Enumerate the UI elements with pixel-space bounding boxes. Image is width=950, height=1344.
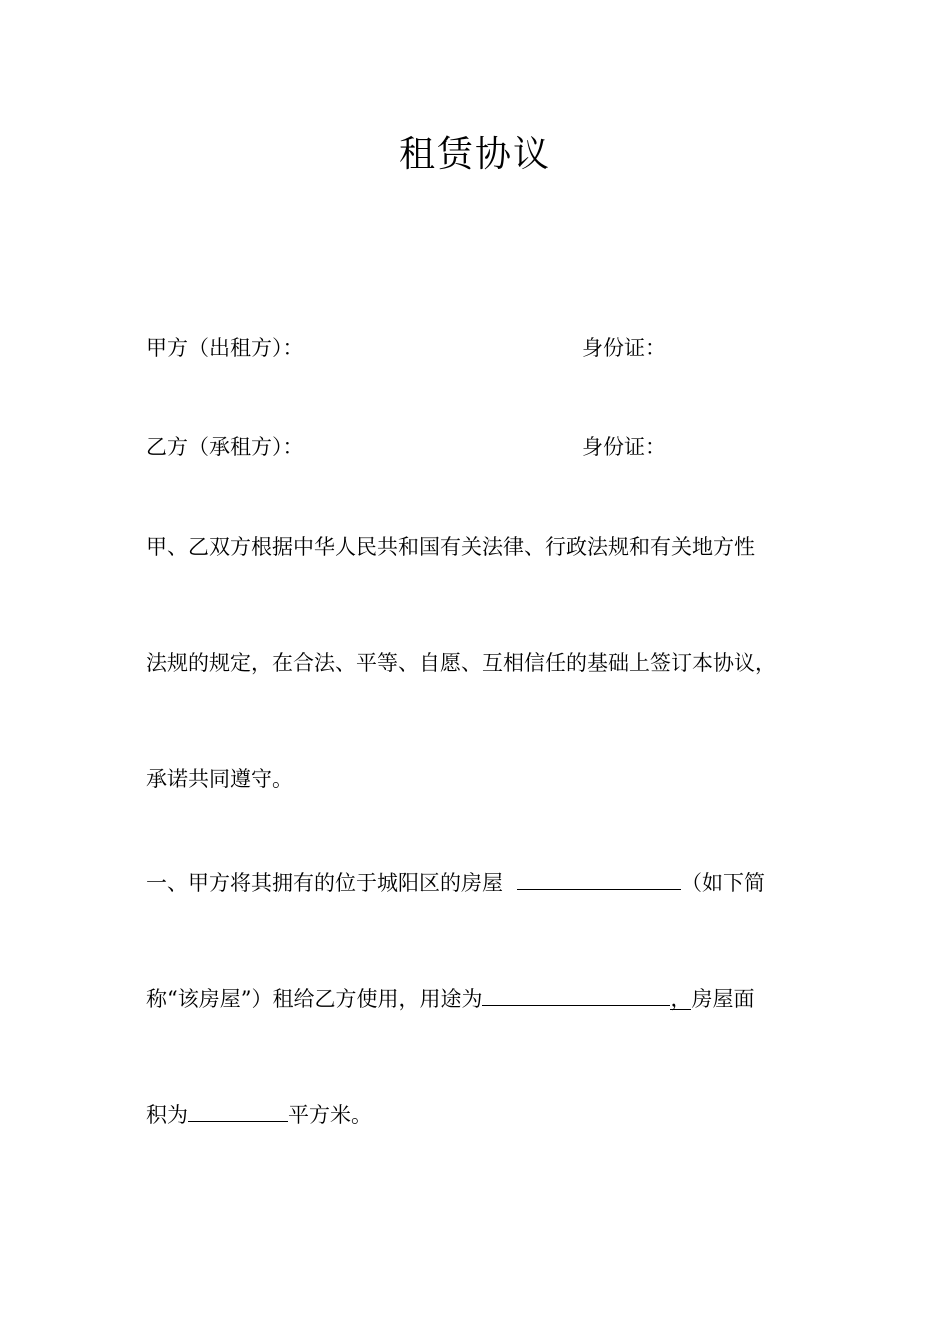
clause-1-line-1 (146, 869, 765, 894)
clause-1-text-b: （如下简 (681, 871, 765, 895)
preamble-line-1: 甲、乙双方根据中华人民共和国有关法律、行政法规和有关地方性 (146, 535, 755, 559)
clause-1-text-e: 积为 (146, 1103, 188, 1127)
usage-blank[interactable] (482, 985, 670, 1006)
clause-1-line-3 (146, 1101, 372, 1126)
document-title: 租赁协议 (398, 134, 551, 175)
house-address-blank[interactable] (517, 869, 681, 890)
clause-1-line-2 (146, 985, 754, 1010)
preamble-line-3: 承诺共同遵守。 (146, 767, 293, 791)
usage-comma: ， (670, 987, 692, 1011)
clause-1-text-c: 称“该房屋”）租给乙方使用，用途为 (146, 987, 483, 1011)
party-b-id-label: 身份证： (582, 435, 666, 459)
area-blank[interactable] (188, 1101, 288, 1122)
clause-1-text-f: 平方米。 (288, 1103, 372, 1127)
party-a-label: 甲方（出租方）： (146, 336, 304, 360)
clause-1-text-a: 一、甲方将其拥有的位于城阳区的房屋 (146, 871, 503, 895)
party-b-label: 乙方（承租方）： (146, 435, 304, 459)
party-a-id-label: 身份证： (582, 336, 666, 360)
preamble-line-2: 法规的规定，在合法、平等、自愿、互相信任的基础上签订本协议， (146, 651, 776, 675)
clause-1-text-d: 房屋面 (691, 987, 755, 1011)
